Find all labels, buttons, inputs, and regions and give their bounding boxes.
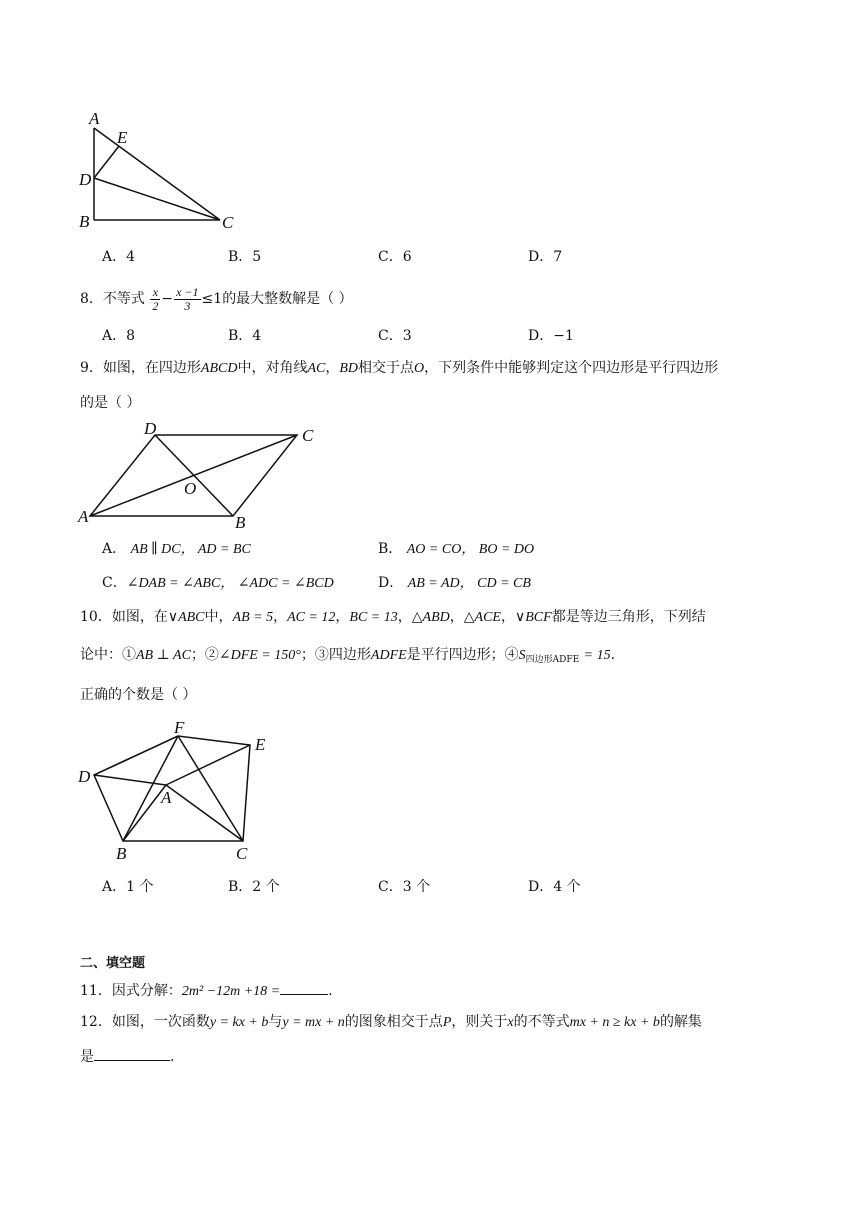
q10-figure	[74, 716, 284, 864]
q9-question-line2: 的是（ ）	[80, 395, 141, 411]
q10-seg-ae	[166, 745, 250, 785]
q9-question-line1: 9．如图，在四边形ABCD中，对角线AC，BD相交于点O，下列条件中能够判定这个四边形是平行四边形	[80, 360, 719, 376]
q7-option-b[interactable]: B．5	[228, 249, 262, 265]
q7-seg-dc	[94, 178, 220, 220]
q7-label-a: A	[89, 109, 100, 128]
q12-question-line2: 是 .	[80, 1046, 174, 1067]
q7-label-c: C	[222, 213, 234, 232]
q10-question-line3: 正确的个数是（ ）	[80, 687, 197, 703]
q7-figure	[78, 108, 248, 234]
q10-option-d[interactable]: D．4 个	[528, 879, 581, 895]
q7-label-d: D	[79, 170, 92, 189]
section-title-fill-in: 二、填空题	[80, 956, 146, 971]
q9-label-a: A	[78, 507, 89, 526]
q8-relation: ≤1	[201, 291, 223, 307]
q7-seg-ac	[94, 128, 220, 220]
q10-question-line2: 论中：①AB ⊥ AC；②∠DFE = 150°；③四边形ADFE是平行四边形；$④S_{四边形ADFE} = 15$.	[80, 647, 616, 665]
q7-label-b: B	[79, 212, 90, 231]
q8-number: 8．	[80, 291, 103, 307]
q10-option-b[interactable]: B．2 个	[228, 879, 280, 895]
q9-option-b[interactable]: B． AO = CO， BO = DO	[378, 541, 535, 557]
q7-option-c[interactable]: C．6	[378, 249, 412, 265]
q11-answer-blank[interactable]	[280, 980, 328, 995]
q9-label-d: D	[144, 419, 157, 438]
q9-figure	[76, 418, 326, 534]
q10-label-d: D	[78, 767, 91, 786]
q10-label-b: B	[116, 844, 127, 863]
q8-question	[80, 284, 353, 314]
q12-question-line1: 12．如图，一次函数y = kx + b与y = mx + n的图象相交于点P，则关于x的不等式mx + n ≥ kx + b的解集	[80, 1014, 702, 1030]
q11-question: 11．因式分解：2m² −12m +18 = .	[80, 980, 333, 1002]
q8-fraction-2: $\frac{x -1}{3}$	[176, 284, 199, 313]
q10-seg-df	[94, 736, 178, 775]
q10-seg-fc	[178, 736, 243, 841]
q8-prefix: 不等式	[102, 291, 145, 307]
q8-option-a[interactable]: A．8	[102, 328, 136, 344]
q7-seg-de	[94, 146, 119, 178]
q9-label-b: B	[235, 513, 246, 532]
q10-question-line1: 10．如图，在∨ABC中，AB = 5，AC = 12，BC = 13，△ABD，△ACE，∨BCF都是等边三角形，下列结	[80, 609, 706, 625]
q8-option-c[interactable]: C．3	[378, 328, 412, 344]
q11-expression: 2m² −12m +18 =	[181, 984, 281, 999]
q9-option-c[interactable]: C．∠DAB = ∠ABC， ∠ADC = ∠BCD	[102, 575, 334, 591]
q10-label-c: C	[236, 844, 248, 863]
q10-seg-ac	[166, 785, 243, 841]
q10-option-c[interactable]: C．3 个	[378, 879, 431, 895]
q9-option-d[interactable]: D． AB = AD， CD = CB	[378, 575, 531, 591]
q10-option-a[interactable]: A．1 个	[102, 879, 154, 895]
q10-label-a: A	[161, 788, 172, 807]
q8-suffix: 的最大整数解是（ ）	[222, 291, 353, 307]
q9-label-c: C	[302, 426, 314, 445]
q10-seg-ab	[123, 785, 166, 841]
q10-label-f: F	[174, 718, 185, 737]
q9-option-a[interactable]: A． AB ∥ DC， AD = BC	[102, 541, 251, 557]
q7-label-e: E	[117, 128, 128, 147]
q7-option-a[interactable]: A．4	[102, 249, 136, 265]
q9-diagonal-bd	[155, 435, 233, 516]
q8-fraction-1: $\frac{x}{2}$	[152, 284, 159, 313]
q8-option-d[interactable]: D．−1	[528, 328, 574, 344]
q9-label-o: O	[184, 479, 197, 498]
q8-option-b[interactable]: B．4	[228, 328, 262, 344]
q8-minus: −	[161, 291, 174, 307]
q12-answer-blank[interactable]	[94, 1046, 170, 1061]
q10-label-e: E	[255, 735, 266, 754]
q7-option-d[interactable]: D．7	[528, 249, 563, 265]
